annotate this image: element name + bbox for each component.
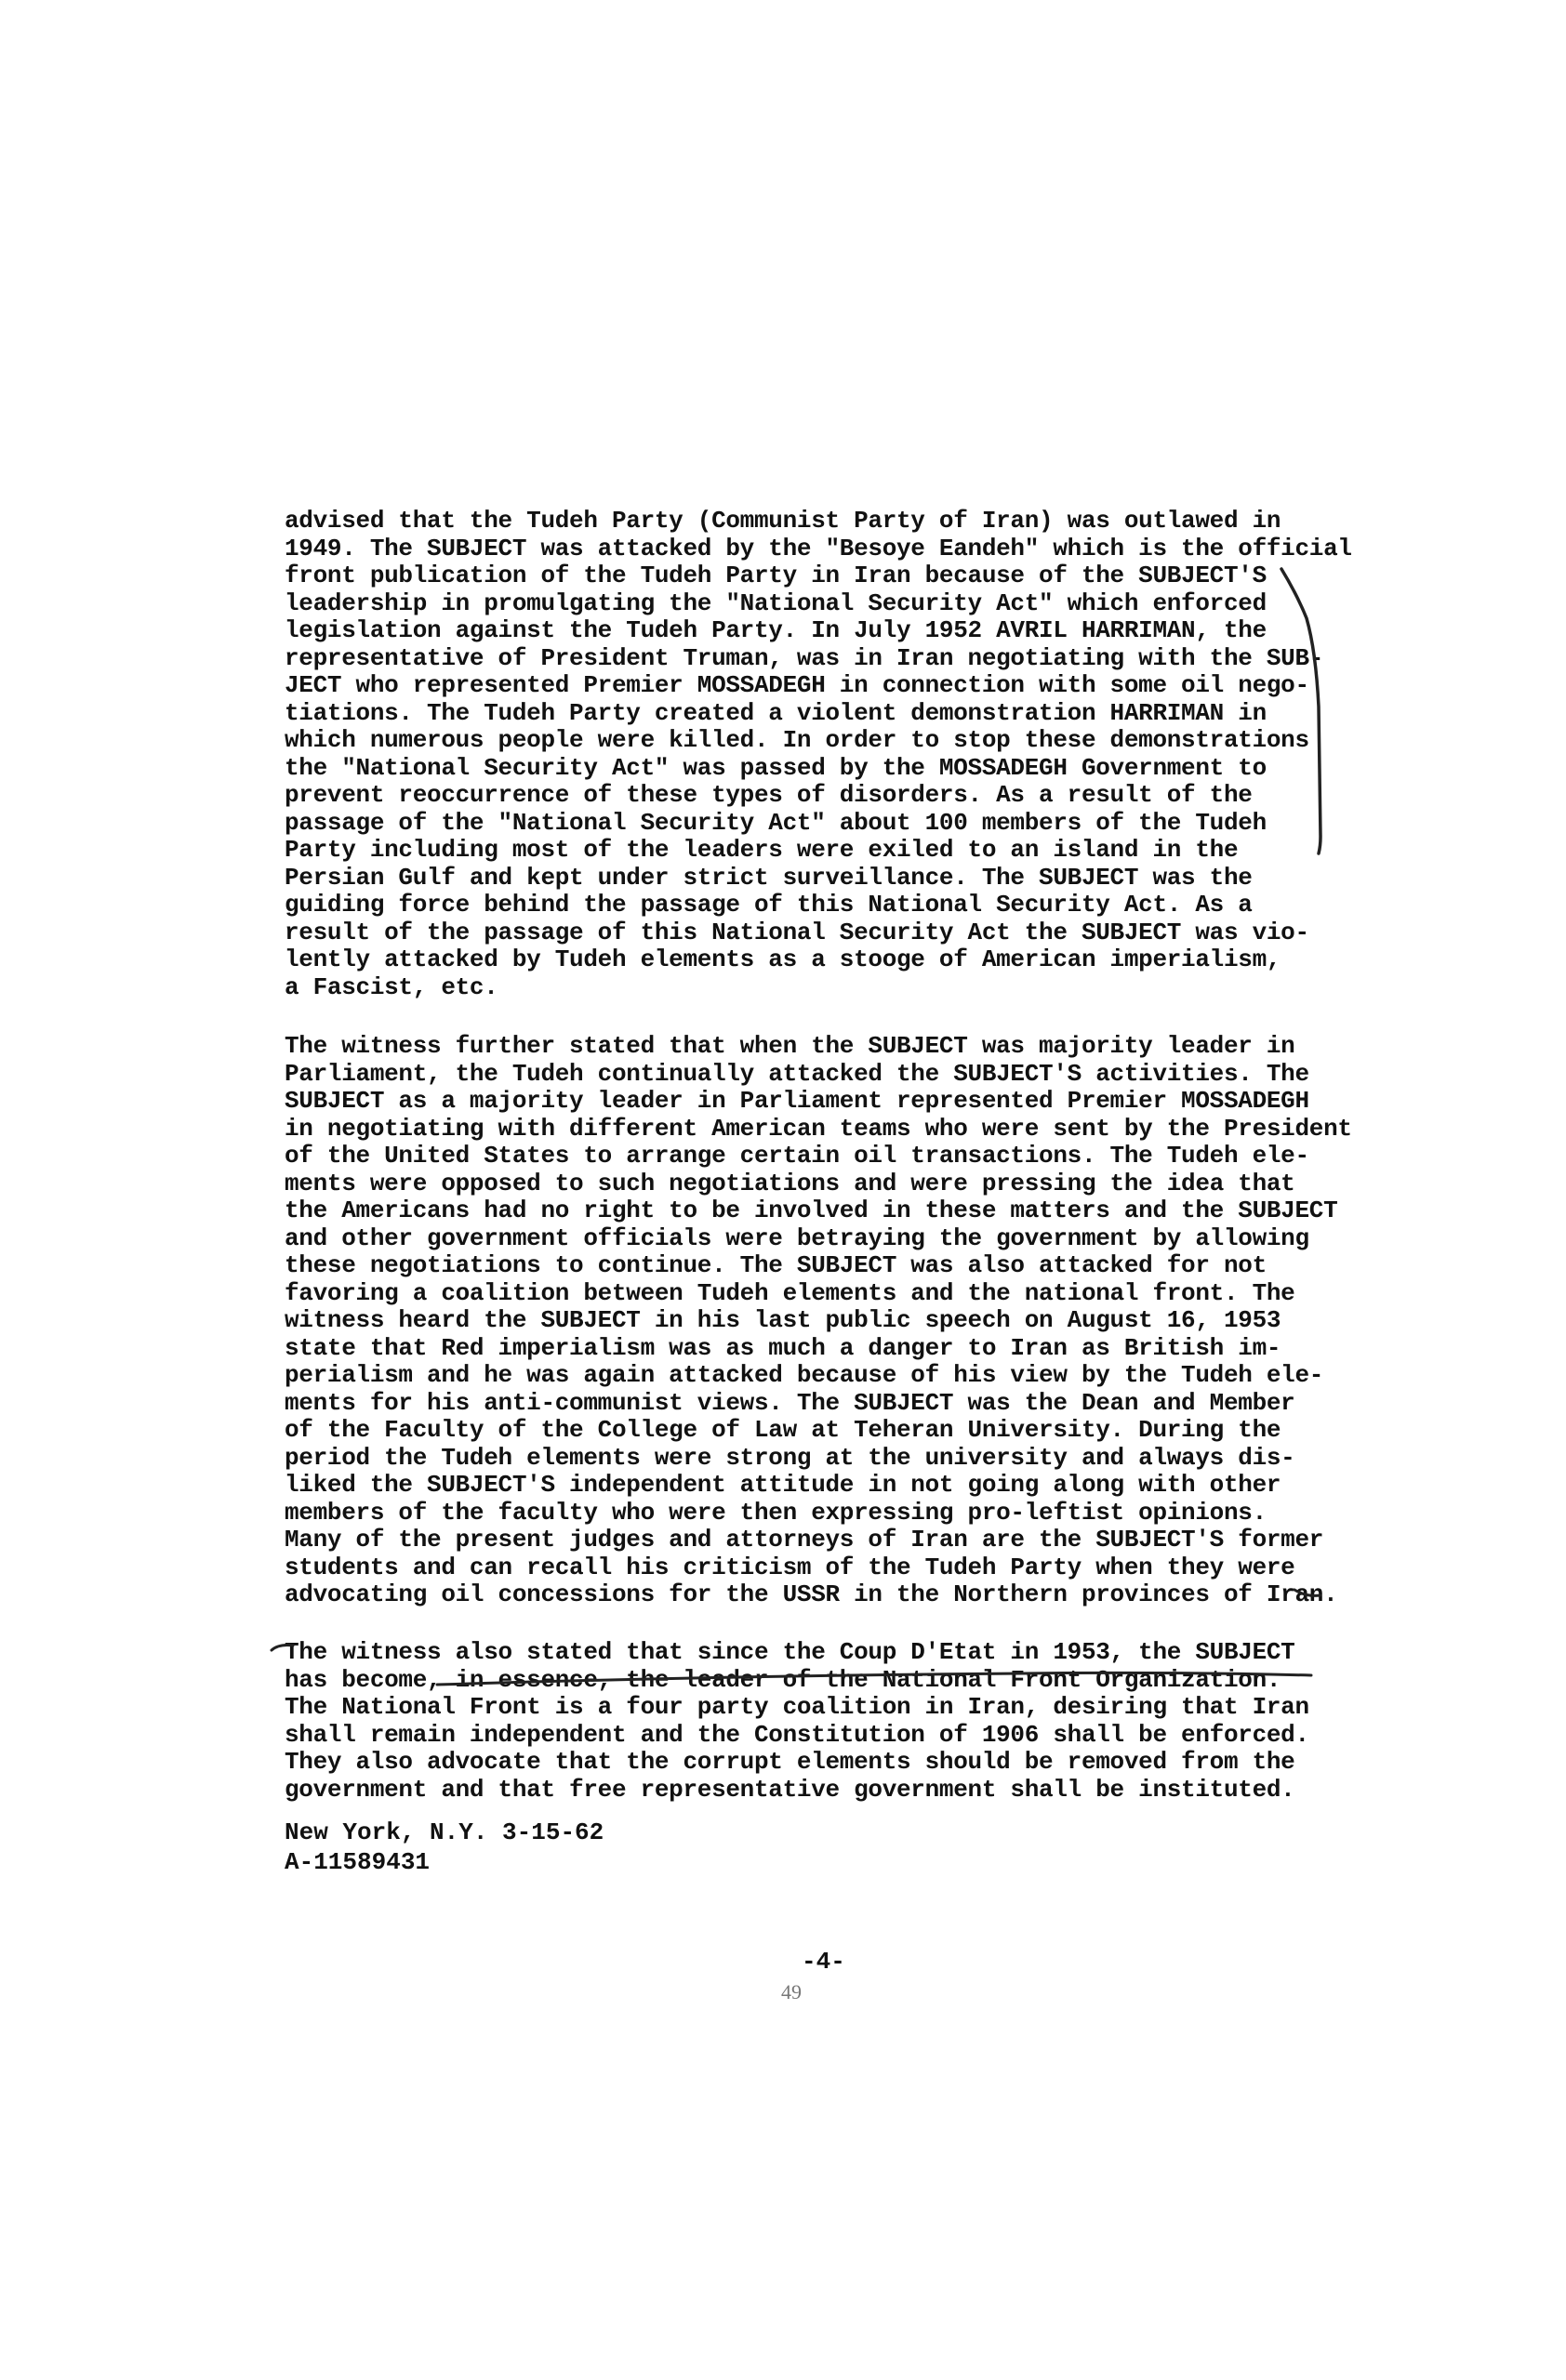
text-line: tiations. The Tudeh Party created a violent demonstration HARRIMAN in xyxy=(285,698,1267,727)
text-line: Many of the present judges and attorneys of Iran are the SUBJECT'S former xyxy=(285,1526,1324,1554)
text-line: leadership in promulgating the "National Security Act" which enforced xyxy=(285,588,1267,617)
text-line: state that Red imperialism was as much a danger to Iran as British im- xyxy=(285,1333,1281,1362)
text-line: has become, in essence, the leader of the National Front Organization. xyxy=(285,1665,1281,1694)
paragraph-3 xyxy=(285,1638,1309,1804)
text-line: legislation against the Tudeh Party. In July 1952 AVRIL HARRIMAN, the xyxy=(285,616,1267,644)
text-line: lently attacked by Tudeh elements as a stooge of American imperialism, xyxy=(285,945,1281,973)
text-line: passage of the "National Security Act" about 100 members of the Tudeh xyxy=(285,808,1267,837)
text-line: JECT who represented Premier MOSSADEGH in connection with some oil nego- xyxy=(285,671,1309,699)
text-line: in negotiating with different American teams who were sent by the President xyxy=(285,1114,1352,1143)
text-line: advocating oil concessions for the USSR in the Northern provinces of Iran. xyxy=(285,1580,1338,1608)
text-line: of the United States to arrange certain oil transactions. The Tudeh ele- xyxy=(285,1142,1309,1170)
file-number: A-11589431 xyxy=(285,1848,431,1876)
text-line: which numerous people were killed. In order to stop these demonstrations xyxy=(285,726,1309,754)
stamp-number: 49 xyxy=(781,1980,802,2003)
text-line: perialism and he was again attacked because of his view by the Tudeh ele- xyxy=(285,1361,1324,1389)
text-line: The witness further stated that when the SUBJECT was majority leader in xyxy=(285,1032,1295,1060)
paragraph-1 xyxy=(285,507,1352,1001)
text-line: SUBJECT as a majority leader in Parliament represented Premier MOSSADEGH xyxy=(285,1087,1309,1115)
text-line: and other government officials were betraying the government by allowing xyxy=(285,1223,1309,1252)
text-line: front publication of the Tudeh Party in Iran because of the SUBJECT'S xyxy=(285,562,1267,589)
text-line: Parliament, the Tudeh continually attacked the SUBJECT'S activities. The xyxy=(285,1059,1309,1088)
text-line: The National Front is a four party coalition in Iran, desiring that Iran xyxy=(285,1693,1309,1721)
text-line: 1949. The SUBJECT was attacked by the "Besoye Eandeh" which is the official xyxy=(285,534,1352,562)
text-line: result of the passage of this National Security Act the SUBJECT was vio- xyxy=(285,918,1309,946)
text-line: the "National Security Act" was passed by the MOSSADEGH Government to xyxy=(285,753,1267,782)
text-line: advised that the Tudeh Party (Communist Party of Iran) was outlawed in xyxy=(285,507,1281,535)
text-line: prevent reoccurrence of these types of disorders. As a result of the xyxy=(285,781,1253,809)
document-footer xyxy=(285,1818,604,1877)
text-line: guiding force behind the passage of this National Security Act. As a xyxy=(285,891,1253,919)
text-line: students and can recall his criticism of the Tudeh Party when they were xyxy=(285,1553,1295,1581)
text-line: shall remain independent and the Constitution of 1906 shall be enforced. xyxy=(285,1720,1309,1749)
location-date: New York, N.Y. 3-15-62 xyxy=(285,1818,604,1846)
paragraph-2 xyxy=(285,1032,1352,1609)
text-line: liked the SUBJECT'S independent attitude in not going along with other xyxy=(285,1471,1281,1499)
text-line: period the Tudeh elements were strong at the university and always dis- xyxy=(285,1443,1295,1472)
text-line: these negotiations to continue. The SUBJECT was also attacked for not xyxy=(285,1251,1267,1279)
text-line: government and that free representative government shall be instituted. xyxy=(285,1775,1295,1804)
text-line: members of the faculty who were then expressing pro-leftist opinions. xyxy=(285,1498,1267,1527)
text-line: of the Faculty of the College of Law at Teheran University. During the xyxy=(285,1416,1281,1444)
text-line: ments for his anti-communist views. The SUBJECT was the Dean and Member xyxy=(285,1388,1295,1417)
text-line: The witness also stated that since the Coup D'Etat in 1953, the SUBJECT xyxy=(285,1638,1295,1666)
text-line: Party including most of the leaders were exiled to an island in the xyxy=(285,836,1239,864)
text-line: favoring a coalition between Tudeh elements and the national front. The xyxy=(285,1278,1295,1307)
text-line: the Americans had no right to be involved in these matters and the SUBJECT xyxy=(285,1197,1338,1224)
text-line: a Fascist, etc. xyxy=(285,972,498,1001)
text-line: witness heard the SUBJECT in his last public speech on August 16, 1953 xyxy=(285,1306,1281,1334)
text-line: They also advocate that the corrupt elements should be removed from the xyxy=(285,1748,1295,1776)
text-line: Persian Gulf and kept under strict surveillance. The SUBJECT was the xyxy=(285,863,1253,892)
page-number: -4- xyxy=(802,1948,845,1976)
text-line: ments were opposed to such negotiations and were pressing the idea that xyxy=(285,1169,1295,1197)
text-line: representative of President Truman, was in Iran negotiating with the SUB- xyxy=(285,643,1324,672)
